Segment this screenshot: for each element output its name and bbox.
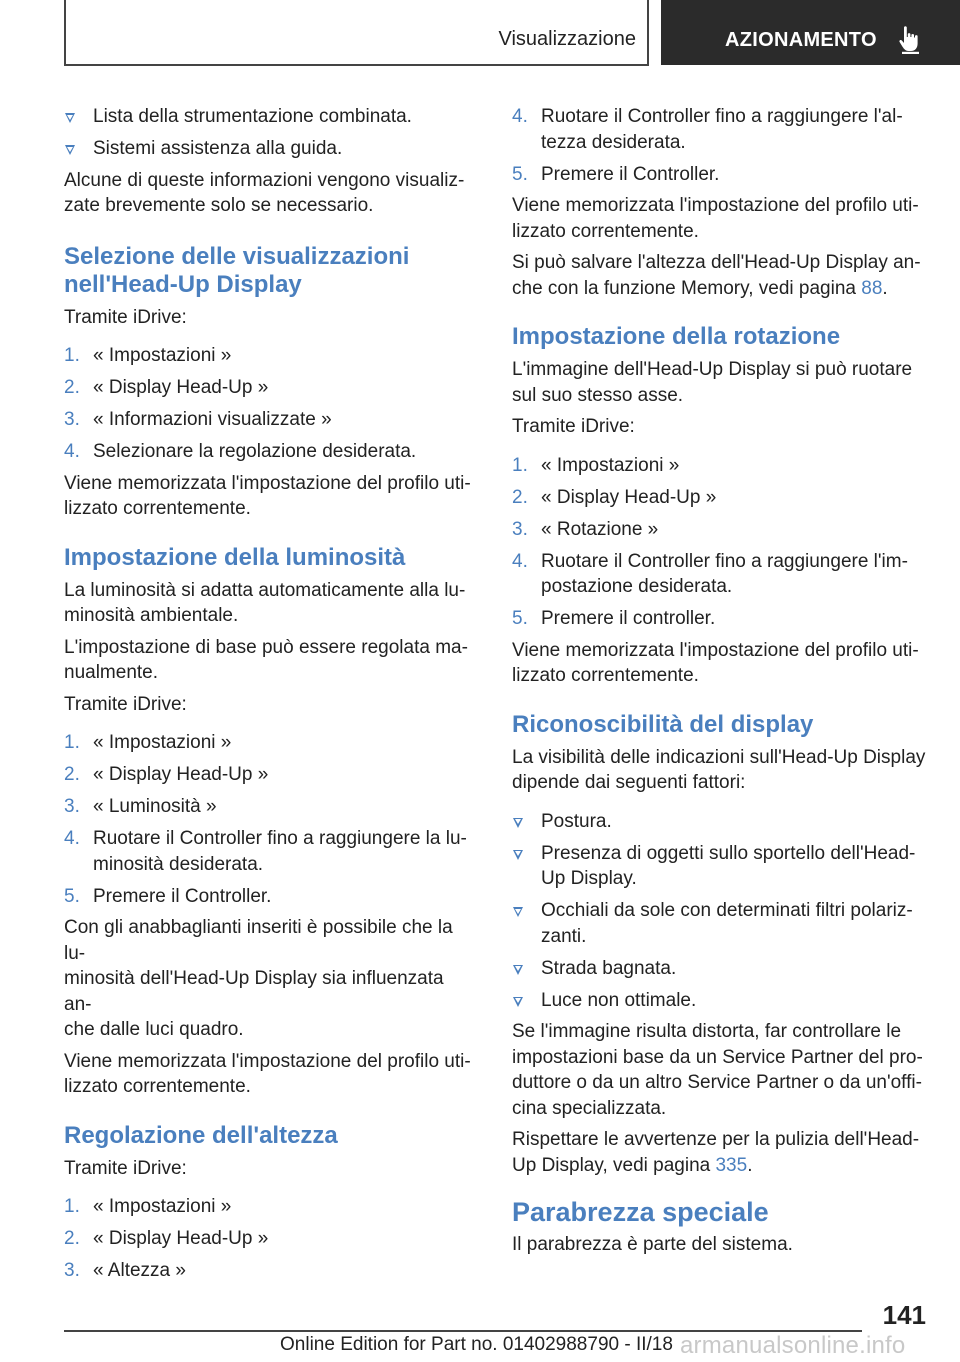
step-item: 1. « Impostazioni » — [64, 1196, 232, 1217]
heading-rotazione: Impostazione della rotazione — [512, 323, 841, 350]
paragraph: La visibilità delle indicazioni sull'Head-Up Display dipende dai seguenti fattori: — [512, 746, 926, 793]
list-item: Presenza di oggetti sullo sportello dell'Head- Up Display. — [512, 841, 926, 892]
paragraph: Tramite iDrive: — [512, 416, 635, 437]
paragraph: L'impostazione di base può essere regolata ma- nualmente. — [64, 636, 468, 683]
paragraph: Il parabrezza è parte del sistema. — [512, 1234, 793, 1255]
header-chapter-block — [661, 0, 960, 65]
step-item: 2. « Display Head-Up » — [64, 377, 269, 398]
paragraph: Si può salvare l'altezza dell'Head-Up Display an- che con la funzione Memory, vedi pagina 88. — [512, 252, 921, 299]
step-item: 3. « Altezza » — [64, 1260, 186, 1281]
paragraph: La luminosità si adatta automaticamente alla lu- minosità ambientale. — [64, 579, 466, 626]
heading-selezione: Selezione delle visualizzazioni nell'Head-Up Display — [64, 242, 410, 298]
footer-edition: Online Edition for Part no. 01402988790 - II/18 — [280, 1334, 673, 1355]
triangle-bullet-icon — [65, 145, 75, 155]
paragraph: Se l'immagine risulta distorta, far controllare le impostazioni base da un Service Partner del pro- duttore o da un altro Service Partner o da un'offi- cina specializzata. — [512, 1021, 923, 1119]
header-underline — [64, 64, 649, 66]
list-item: Luce non ottimale. — [512, 988, 926, 1014]
step-item: 2. « Display Head-Up » — [64, 1228, 269, 1249]
triangle-bullet-icon — [513, 965, 523, 975]
heading-riconoscibilita: Riconoscibilità del display — [512, 710, 814, 738]
paragraph: Viene memorizzata l'impostazione del profilo uti- lizzato correntemente. — [64, 1050, 471, 1097]
step-item: 5. Premere il controller. — [512, 608, 716, 629]
paragraph: Viene memorizzata l'impostazione del profilo uti- lizzato correntemente. — [512, 639, 919, 686]
paragraph: Alcune di queste informazioni vengono visualiz- zate brevemente solo se necessario. — [64, 169, 465, 216]
list-item: Sistemi assistenza alla guida. — [64, 136, 476, 162]
header-left-rule — [64, 0, 66, 65]
step-item: 5. Premere il Controller. — [64, 885, 272, 907]
list-item: Lista della strumentazione combinata. — [64, 104, 476, 130]
step-item: 4. Ruotare il Controller fino a raggiungere l'al- tezza desiderata. — [512, 106, 903, 153]
right-column — [512, 104, 926, 1258]
paragraph: Tramite iDrive: — [64, 1157, 187, 1179]
step-item: 2. « Display Head-Up » — [64, 764, 269, 785]
paragraph: L'immagine dell'Head-Up Display si può ruotare sul suo stesso asse. — [512, 359, 913, 406]
step-item: 5. Premere il Controller. — [512, 163, 720, 185]
paragraph: Viene memorizzata l'impostazione del profilo uti- lizzato correntemente. — [64, 472, 471, 519]
list-item: Postura. — [512, 809, 926, 835]
page-link-88[interactable]: 88 — [861, 277, 883, 299]
paragraph: Rispettare le avvertenze per la pulizia dell'Head- Up Display, vedi pagina 335. — [512, 1129, 920, 1176]
step-item: 1. « Impostazioni » — [64, 732, 232, 753]
header-chapter-title: AZIONAMENTO — [725, 29, 877, 51]
footer-watermark: armanualsonline.info — [680, 1332, 906, 1359]
step-item: 1. « Impostazioni » — [512, 454, 680, 476]
step-item: 2. « Display Head-Up » — [512, 486, 717, 508]
heading-parabrezza: Parabrezza speciale — [512, 1197, 769, 1227]
page-link-335[interactable]: 335 — [715, 1154, 748, 1176]
paragraph: Tramite iDrive: — [64, 306, 187, 328]
paragraph: Con gli anabbaglianti inseriti è possibile che la lu- minosità dell'Head-Up Display sia influenzata an- che dalle luci quadro. — [64, 917, 453, 1040]
step-item: 3. « Rotazione » — [512, 518, 659, 540]
list-item: Occhiali da sole con determinati filtri polariz- zanti. — [512, 898, 926, 949]
step-item: 3. « Informazioni visualizzate » — [64, 409, 332, 430]
heading-altezza: Regolazione dell'altezza — [64, 1121, 338, 1149]
header-right-rule — [647, 0, 649, 65]
hand-pointer-icon — [897, 24, 923, 54]
heading-luminosita: Impostazione della luminosità — [64, 543, 406, 571]
left-column — [64, 104, 476, 1284]
step-item: 1. « Impostazioni » — [64, 345, 232, 366]
triangle-bullet-icon — [513, 997, 523, 1007]
triangle-bullet-icon — [513, 850, 523, 860]
header-section-title: Visualizzazione — [498, 28, 636, 50]
list-item: Strada bagnata. — [512, 956, 926, 982]
paragraph: Tramite iDrive: — [64, 693, 187, 715]
step-item: 4. Ruotare il Controller fino a raggiungere la lu- minosità desiderata. — [64, 828, 467, 875]
triangle-bullet-icon — [65, 113, 75, 123]
step-item: 4. Ruotare il Controller fino a raggiungere l'im- postazione desiderata. — [512, 550, 908, 597]
page-number: 141 — [882, 1300, 926, 1330]
paragraph: Viene memorizzata l'impostazione del profilo uti- lizzato correntemente. — [512, 195, 919, 242]
step-item: 3. « Luminosità » — [64, 796, 217, 817]
triangle-bullet-icon — [513, 818, 523, 828]
step-item: 4. Selezionare la regolazione desiderata. — [64, 441, 417, 462]
triangle-bullet-icon — [513, 907, 523, 917]
